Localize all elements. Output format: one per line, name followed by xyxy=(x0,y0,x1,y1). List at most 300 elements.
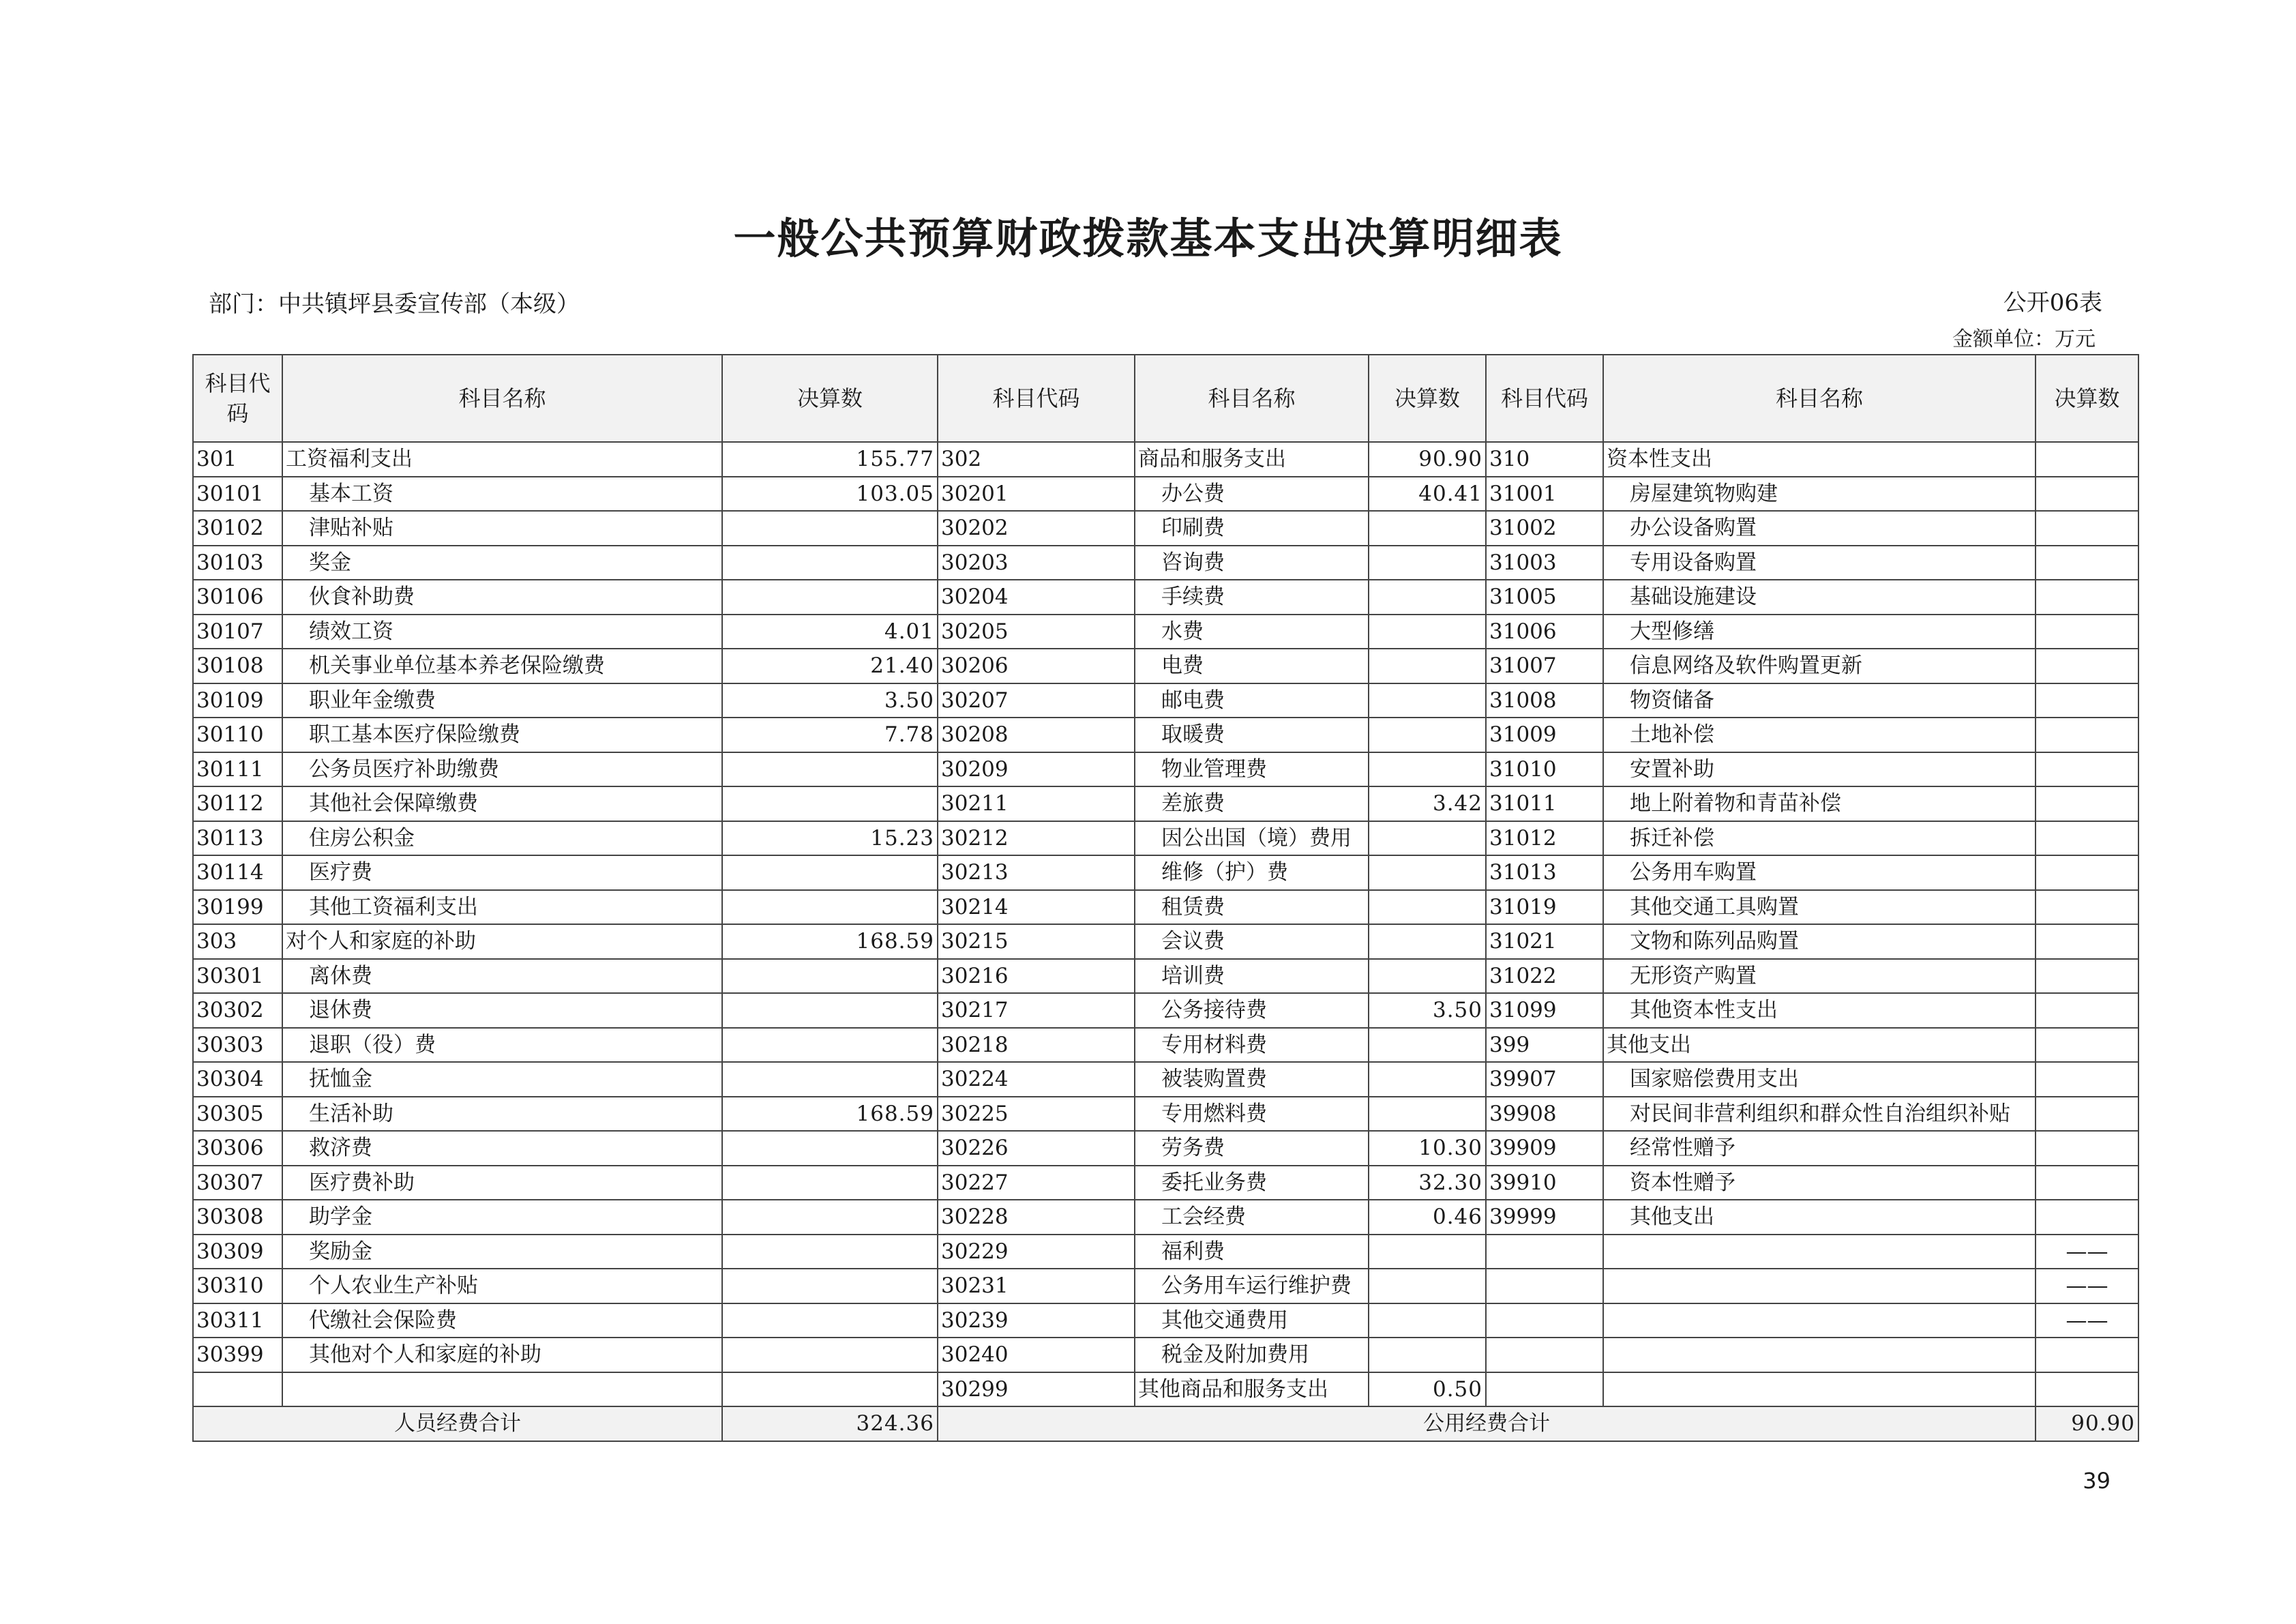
subject-name: 经常性赠予 xyxy=(1603,1131,2036,1166)
subject-code: 310 xyxy=(1486,442,1603,477)
subject-code: 31003 xyxy=(1486,546,1603,580)
amount: 90.90 xyxy=(1369,442,1486,477)
subject-name: 取暖费 xyxy=(1135,718,1369,752)
amount xyxy=(2036,1200,2138,1235)
subject-code: 30113 xyxy=(193,821,282,856)
amount xyxy=(1369,1338,1486,1372)
subject-code: 31019 xyxy=(1486,890,1603,925)
subject-name: 水费 xyxy=(1135,615,1369,649)
amount xyxy=(1369,1269,1486,1303)
subject-code: 30309 xyxy=(193,1235,282,1269)
amount xyxy=(2036,1131,2138,1166)
amount xyxy=(1369,511,1486,546)
amount xyxy=(722,1235,938,1269)
amount xyxy=(2036,683,2138,718)
subject-name: 物业管理费 xyxy=(1135,752,1369,787)
amount: 155.77 xyxy=(722,442,938,477)
table-row xyxy=(193,1235,2138,1269)
subject-code: 30231 xyxy=(938,1269,1135,1303)
subject-name: 其他资本性支出 xyxy=(1603,993,2036,1028)
amount xyxy=(722,1131,938,1166)
amount xyxy=(2036,1166,2138,1200)
page-number: 39 xyxy=(2083,1468,2111,1494)
subject-name: 其他商品和服务支出 xyxy=(1135,1372,1369,1407)
subject-code: 303 xyxy=(193,924,282,959)
amount xyxy=(1369,924,1486,959)
subject-code: 30206 xyxy=(938,649,1135,683)
table-row xyxy=(193,1269,2138,1303)
subject-name: 奖励金 xyxy=(282,1235,722,1269)
amount: 103.05 xyxy=(722,477,938,512)
subject-code: 30307 xyxy=(193,1166,282,1200)
subject-name: 救济费 xyxy=(282,1131,722,1166)
subject-code: 30303 xyxy=(193,1028,282,1063)
subject-code: 30212 xyxy=(938,821,1135,856)
amount xyxy=(722,580,938,615)
subject-code: 30208 xyxy=(938,718,1135,752)
amount xyxy=(2036,752,2138,787)
subject-name: 绩效工资 xyxy=(282,615,722,649)
public-total-label: 公用经费合计 xyxy=(938,1406,2036,1441)
subject-code: 30209 xyxy=(938,752,1135,787)
amount xyxy=(2036,821,2138,856)
subject-code: 39907 xyxy=(1486,1062,1603,1097)
subject-name: 对个人和家庭的补助 xyxy=(282,924,722,959)
subject-code: 30204 xyxy=(938,580,1135,615)
subject-name: 公务用车运行维护费 xyxy=(1135,1269,1369,1303)
table-row xyxy=(193,615,2138,649)
amount xyxy=(2036,1097,2138,1132)
amount xyxy=(722,1338,938,1372)
subject-code: 30225 xyxy=(938,1097,1135,1132)
table-row xyxy=(193,924,2138,959)
subject-code: 30108 xyxy=(193,649,282,683)
subject-name: 专用燃料费 xyxy=(1135,1097,1369,1132)
subject-name: 办公设备购置 xyxy=(1603,511,2036,546)
subject-code: 30112 xyxy=(193,786,282,821)
expenditure-table xyxy=(192,354,2139,1442)
amount xyxy=(2036,1372,2138,1407)
table-row xyxy=(193,546,2138,580)
subject-code: 30215 xyxy=(938,924,1135,959)
subject-name: 代缴社会保险费 xyxy=(282,1303,722,1338)
subject-name: 对民间非营利组织和群众性自治组织补贴 xyxy=(1603,1097,2036,1132)
amount xyxy=(722,1372,938,1407)
amount xyxy=(1369,580,1486,615)
amount: 15.23 xyxy=(722,821,938,856)
subject-name: 公务用车购置 xyxy=(1603,855,2036,890)
header-code-2: 科目代码 xyxy=(938,355,1135,442)
amount: 7.78 xyxy=(722,718,938,752)
subject-name: 津贴补贴 xyxy=(282,511,722,546)
form-number: 公开06表 xyxy=(2003,289,2102,316)
subject-code: 30199 xyxy=(193,890,282,925)
amount xyxy=(2036,546,2138,580)
subject-code: 30218 xyxy=(938,1028,1135,1063)
subject-code xyxy=(1486,1235,1603,1269)
subject-code: 30103 xyxy=(193,546,282,580)
subject-code: 30213 xyxy=(938,855,1135,890)
subject-code: 30301 xyxy=(193,959,282,994)
amount xyxy=(1369,821,1486,856)
subject-name: 土地补偿 xyxy=(1603,718,2036,752)
amount xyxy=(2036,615,2138,649)
amount xyxy=(722,1062,938,1097)
subject-code: 31010 xyxy=(1486,752,1603,787)
subject-code: 30101 xyxy=(193,477,282,512)
subject-code: 30201 xyxy=(938,477,1135,512)
amount: 3.42 xyxy=(1369,786,1486,821)
subject-name: 资本性赠予 xyxy=(1603,1166,2036,1200)
subject-code: 39909 xyxy=(1486,1131,1603,1166)
subject-code: 39999 xyxy=(1486,1200,1603,1235)
subject-code: 31002 xyxy=(1486,511,1603,546)
subject-code: 30109 xyxy=(193,683,282,718)
subject-code: 30226 xyxy=(938,1131,1135,1166)
subject-name: 物资储备 xyxy=(1603,683,2036,718)
subject-code: 30240 xyxy=(938,1338,1135,1372)
subject-name xyxy=(1603,1303,2036,1338)
subject-code: 31022 xyxy=(1486,959,1603,994)
subject-name: 个人农业生产补贴 xyxy=(282,1269,722,1303)
department-label: 部门：中共镇坪县委宣传部（本级） xyxy=(209,291,580,318)
subject-name: 其他交通费用 xyxy=(1135,1303,1369,1338)
subject-name: 维修（护）费 xyxy=(1135,855,1369,890)
header-value-3: 决算数 xyxy=(2036,355,2138,442)
amount xyxy=(722,1166,938,1200)
subject-name: 手续费 xyxy=(1135,580,1369,615)
header-value-2: 决算数 xyxy=(1369,355,1486,442)
subject-name: 电费 xyxy=(1135,649,1369,683)
subject-code xyxy=(193,1372,282,1407)
subject-code: 31013 xyxy=(1486,855,1603,890)
subject-name: 拆迁补偿 xyxy=(1603,821,2036,856)
amount: —— xyxy=(2036,1269,2138,1303)
amount xyxy=(1369,1028,1486,1063)
amount-unit: 金额单位：万元 xyxy=(1952,327,2096,351)
amount xyxy=(1369,546,1486,580)
subject-name: 文物和陈列品购置 xyxy=(1603,924,2036,959)
subject-name: 大型修缮 xyxy=(1603,615,2036,649)
amount xyxy=(2036,511,2138,546)
subject-name: 公务员医疗补助缴费 xyxy=(282,752,722,787)
amount xyxy=(722,1269,938,1303)
subject-code: 31021 xyxy=(1486,924,1603,959)
subject-name: 会议费 xyxy=(1135,924,1369,959)
subject-code: 31009 xyxy=(1486,718,1603,752)
subject-name xyxy=(1603,1372,2036,1407)
personnel-total-label: 人员经费合计 xyxy=(193,1406,722,1441)
subject-name: 办公费 xyxy=(1135,477,1369,512)
subject-name: 工会经费 xyxy=(1135,1200,1369,1235)
amount xyxy=(722,1303,938,1338)
subject-code: 30207 xyxy=(938,683,1135,718)
subject-code: 30239 xyxy=(938,1303,1135,1338)
subject-name: 退职（役）费 xyxy=(282,1028,722,1063)
subject-code: 30229 xyxy=(938,1235,1135,1269)
amount: 3.50 xyxy=(722,683,938,718)
subject-code: 30228 xyxy=(938,1200,1135,1235)
subject-code: 30214 xyxy=(938,890,1135,925)
subject-name: 无形资产购置 xyxy=(1603,959,2036,994)
table-body xyxy=(193,442,2138,1406)
header-name-1: 科目名称 xyxy=(282,355,722,442)
subject-name: 生活补助 xyxy=(282,1097,722,1132)
table-row xyxy=(193,1200,2138,1235)
subject-name: 专用设备购置 xyxy=(1603,546,2036,580)
subject-name: 邮电费 xyxy=(1135,683,1369,718)
table-row xyxy=(193,1062,2138,1097)
table-row xyxy=(193,786,2138,821)
subject-name: 机关事业单位基本养老保险缴费 xyxy=(282,649,722,683)
subject-code xyxy=(1486,1372,1603,1407)
subject-name: 医疗费 xyxy=(282,855,722,890)
subject-code: 30399 xyxy=(193,1338,282,1372)
subject-code: 39908 xyxy=(1486,1097,1603,1132)
subject-name: 其他支出 xyxy=(1603,1028,2036,1063)
subject-name: 住房公积金 xyxy=(282,821,722,856)
amount: 0.46 xyxy=(1369,1200,1486,1235)
subject-code: 30216 xyxy=(938,959,1135,994)
subject-name: 咨询费 xyxy=(1135,546,1369,580)
amount: 4.01 xyxy=(722,615,938,649)
subject-name: 其他对个人和家庭的补助 xyxy=(282,1338,722,1372)
amount xyxy=(722,855,938,890)
table-row xyxy=(193,477,2138,512)
amount xyxy=(722,1028,938,1063)
public-total-value: 90.90 xyxy=(2036,1406,2138,1441)
personnel-total-value: 324.36 xyxy=(722,1406,938,1441)
table-row xyxy=(193,959,2138,994)
amount: —— xyxy=(2036,1303,2138,1338)
subject-name: 医疗费补助 xyxy=(282,1166,722,1200)
table-row xyxy=(193,649,2138,683)
subject-name: 奖金 xyxy=(282,546,722,580)
subject-name: 福利费 xyxy=(1135,1235,1369,1269)
table-row xyxy=(193,683,2138,718)
amount xyxy=(2036,959,2138,994)
amount xyxy=(722,786,938,821)
amount xyxy=(722,959,938,994)
subject-code: 30311 xyxy=(193,1303,282,1338)
subject-name: 公务接待费 xyxy=(1135,993,1369,1028)
amount: 3.50 xyxy=(1369,993,1486,1028)
amount xyxy=(722,890,938,925)
subject-name xyxy=(1603,1235,2036,1269)
table-row xyxy=(193,718,2138,752)
subject-name: 基本工资 xyxy=(282,477,722,512)
amount: 32.30 xyxy=(1369,1166,1486,1200)
subject-code: 31001 xyxy=(1486,477,1603,512)
table-row xyxy=(193,993,2138,1028)
amount xyxy=(1369,615,1486,649)
subject-code: 39910 xyxy=(1486,1166,1603,1200)
subject-name: 其他工资福利支出 xyxy=(282,890,722,925)
subject-name: 其他社会保障缴费 xyxy=(282,786,722,821)
amount xyxy=(1369,649,1486,683)
subject-code: 31008 xyxy=(1486,683,1603,718)
amount xyxy=(2036,442,2138,477)
subject-code: 30110 xyxy=(193,718,282,752)
amount xyxy=(2036,1338,2138,1372)
subject-code: 30211 xyxy=(938,786,1135,821)
table-row xyxy=(193,580,2138,615)
table-row xyxy=(193,1338,2138,1372)
subject-name: 助学金 xyxy=(282,1200,722,1235)
amount xyxy=(1369,1062,1486,1097)
subject-name xyxy=(282,1372,722,1407)
subject-name: 其他交通工具购置 xyxy=(1603,890,2036,925)
table-row xyxy=(193,511,2138,546)
amount xyxy=(722,993,938,1028)
amount xyxy=(1369,1097,1486,1132)
subject-code: 31006 xyxy=(1486,615,1603,649)
header-code-3: 科目代码 xyxy=(1486,355,1603,442)
subject-code: 30217 xyxy=(938,993,1135,1028)
table-row xyxy=(193,1028,2138,1063)
subject-name xyxy=(1603,1269,2036,1303)
table-row xyxy=(193,855,2138,890)
amount: 0.50 xyxy=(1369,1372,1486,1407)
amount xyxy=(1369,959,1486,994)
table-row xyxy=(193,1131,2138,1166)
subject-code: 30227 xyxy=(938,1166,1135,1200)
amount xyxy=(2036,1062,2138,1097)
subject-name: 委托业务费 xyxy=(1135,1166,1369,1200)
subject-code: 30308 xyxy=(193,1200,282,1235)
subject-code: 30106 xyxy=(193,580,282,615)
table-row xyxy=(193,1166,2138,1200)
subject-code: 399 xyxy=(1486,1028,1603,1063)
amount xyxy=(1369,752,1486,787)
totals-row xyxy=(193,1406,2138,1441)
subject-code: 301 xyxy=(193,442,282,477)
amount xyxy=(2036,718,2138,752)
table-row xyxy=(193,1372,2138,1407)
subject-name: 专用材料费 xyxy=(1135,1028,1369,1063)
subject-code: 30102 xyxy=(193,511,282,546)
subject-name xyxy=(1603,1338,2036,1372)
amount xyxy=(2036,477,2138,512)
subject-name: 基础设施建设 xyxy=(1603,580,2036,615)
subject-name: 租赁费 xyxy=(1135,890,1369,925)
page-title: 一般公共预算财政拨款基本支出决算明细表 xyxy=(733,213,1563,263)
subject-name: 房屋建筑物购建 xyxy=(1603,477,2036,512)
subject-name: 职业年金缴费 xyxy=(282,683,722,718)
subject-name: 工资福利支出 xyxy=(282,442,722,477)
header-name-3: 科目名称 xyxy=(1603,355,2036,442)
amount xyxy=(722,546,938,580)
subject-name: 印刷费 xyxy=(1135,511,1369,546)
table-row xyxy=(193,1303,2138,1338)
subject-name: 抚恤金 xyxy=(282,1062,722,1097)
subject-name: 伙食补助费 xyxy=(282,580,722,615)
amount xyxy=(1369,890,1486,925)
subject-code: 30224 xyxy=(938,1062,1135,1097)
subject-name: 因公出国（境）费用 xyxy=(1135,821,1369,856)
amount: —— xyxy=(2036,1235,2138,1269)
amount xyxy=(2036,890,2138,925)
amount xyxy=(2036,924,2138,959)
subject-code: 30306 xyxy=(193,1131,282,1166)
subject-code: 302 xyxy=(938,442,1135,477)
header-code-1: 科目代码 xyxy=(193,355,282,442)
amount xyxy=(2036,993,2138,1028)
subject-name: 被装购置费 xyxy=(1135,1062,1369,1097)
subject-name: 地上附着物和青苗补偿 xyxy=(1603,786,2036,821)
subject-name: 培训费 xyxy=(1135,959,1369,994)
amount: 168.59 xyxy=(722,924,938,959)
subject-name: 国家赔偿费用支出 xyxy=(1603,1062,2036,1097)
amount xyxy=(1369,855,1486,890)
amount xyxy=(1369,683,1486,718)
amount: 40.41 xyxy=(1369,477,1486,512)
table-row xyxy=(193,890,2138,925)
amount xyxy=(2036,649,2138,683)
subject-code xyxy=(1486,1338,1603,1372)
subject-code: 31007 xyxy=(1486,649,1603,683)
subject-code: 30305 xyxy=(193,1097,282,1132)
table-row xyxy=(193,752,2138,787)
subject-code: 30202 xyxy=(938,511,1135,546)
subject-code: 30299 xyxy=(938,1372,1135,1407)
subject-code: 30203 xyxy=(938,546,1135,580)
subject-code: 31099 xyxy=(1486,993,1603,1028)
amount xyxy=(1369,718,1486,752)
subject-code xyxy=(1486,1269,1603,1303)
amount xyxy=(1369,1303,1486,1338)
amount xyxy=(2036,1028,2138,1063)
amount xyxy=(2036,786,2138,821)
table-row xyxy=(193,442,2138,477)
amount xyxy=(2036,580,2138,615)
subject-code xyxy=(1486,1303,1603,1338)
subject-name: 劳务费 xyxy=(1135,1131,1369,1166)
subject-name: 差旅费 xyxy=(1135,786,1369,821)
subject-name: 税金及附加费用 xyxy=(1135,1338,1369,1372)
amount: 21.40 xyxy=(722,649,938,683)
amount: 168.59 xyxy=(722,1097,938,1132)
subject-code: 30310 xyxy=(193,1269,282,1303)
subject-code: 30304 xyxy=(193,1062,282,1097)
subject-code: 31011 xyxy=(1486,786,1603,821)
subject-name: 职工基本医疗保险缴费 xyxy=(282,718,722,752)
table-row xyxy=(193,821,2138,856)
amount xyxy=(722,1200,938,1235)
subject-code: 30205 xyxy=(938,615,1135,649)
subject-code: 30107 xyxy=(193,615,282,649)
table-row xyxy=(193,1097,2138,1132)
subject-name: 商品和服务支出 xyxy=(1135,442,1369,477)
subject-code: 31005 xyxy=(1486,580,1603,615)
amount xyxy=(1369,1235,1486,1269)
subject-name: 离休费 xyxy=(282,959,722,994)
subject-code: 31012 xyxy=(1486,821,1603,856)
subject-name: 退休费 xyxy=(282,993,722,1028)
subject-code: 30114 xyxy=(193,855,282,890)
header-value-1: 决算数 xyxy=(722,355,938,442)
table-header-row xyxy=(193,355,2138,442)
amount: 10.30 xyxy=(1369,1131,1486,1166)
subject-name: 资本性支出 xyxy=(1603,442,2036,477)
header-name-2: 科目名称 xyxy=(1135,355,1369,442)
amount xyxy=(722,752,938,787)
subject-code: 30302 xyxy=(193,993,282,1028)
amount xyxy=(2036,855,2138,890)
subject-name: 安置补助 xyxy=(1603,752,2036,787)
amount xyxy=(722,511,938,546)
subject-name: 其他支出 xyxy=(1603,1200,2036,1235)
